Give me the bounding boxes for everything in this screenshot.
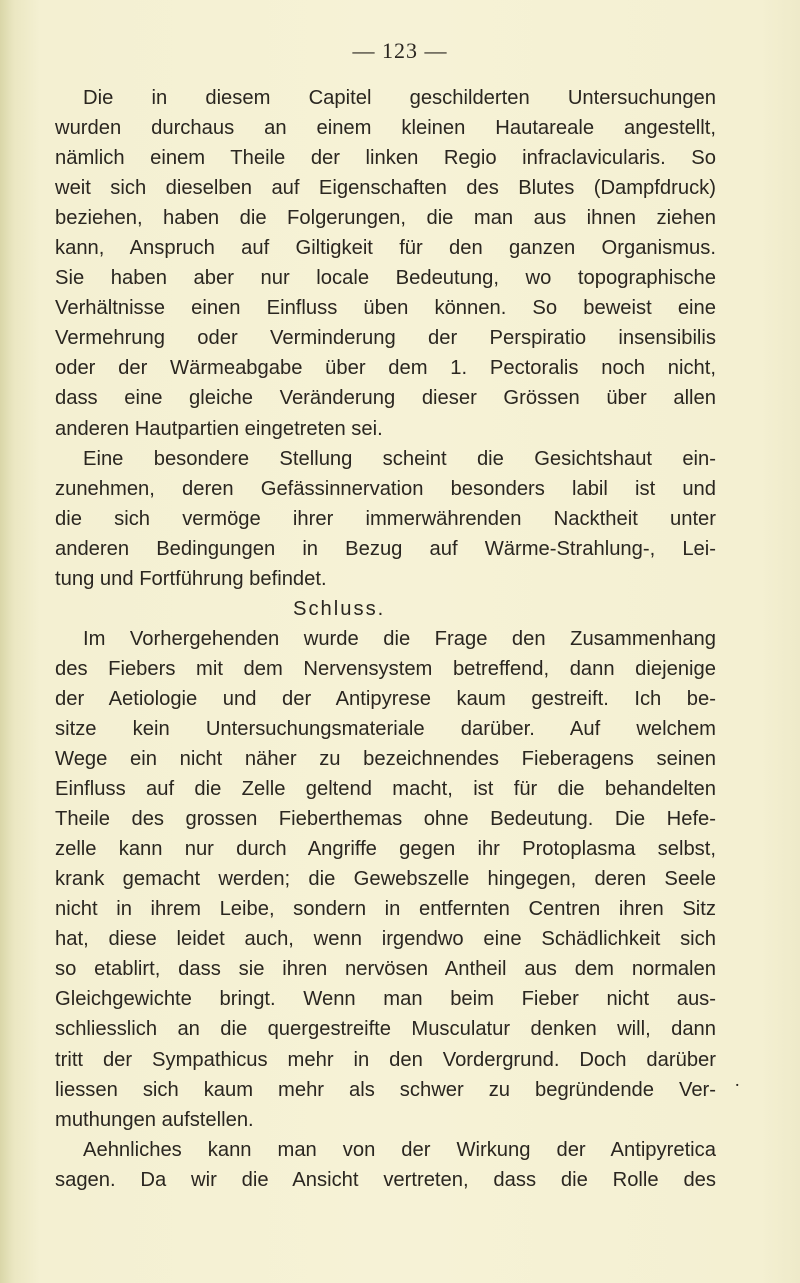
text-line: Im Vorhergehenden wurde die Frage den Zusammenhang [83, 627, 716, 650]
text-line: Eine besondere Stellung scheint die Gesichtshaut ein- [83, 447, 716, 470]
text-line: Wege ein nicht näher zu bezeichnendes Fieberagens seinen [55, 748, 716, 771]
text-line: dass eine gleiche Veränderung dieser Grössen über allen [55, 387, 716, 410]
text-line: zunehmen, deren Gefässinnervation besonders labil ist und [55, 477, 716, 500]
body-text [55, 83, 716, 1195]
text-line: liessen sich kaum mehr als schwer zu begründende Ver- [55, 1078, 716, 1101]
text-line: oder der Wärmeabgabe über dem 1. Pectoralis noch nicht, [55, 357, 716, 380]
text-line: schliesslich an die quergestreifte Musculatur denken will, dann [55, 1018, 716, 1041]
text-line: hat, diese leidet auch, wenn irgendwo eine Schädlichkeit sich [55, 928, 716, 951]
text-line: sagen. Da wir die Ansicht vertreten, dass die Rolle des [55, 1168, 716, 1191]
text-line: Gleichgewichte bringt. Wenn man beim Fieber nicht aus- [55, 988, 716, 1011]
text-line: beziehen, haben die Folgerungen, die man aus ihnen ziehen [55, 207, 716, 230]
text-line: der Aetiologie und der Antipyrese kaum gestreift. Ich be- [55, 687, 716, 710]
text-line: des Fiebers mit dem Nervensystem betreffend, dann diejenige [55, 657, 716, 680]
text-line: Theile des grossen Fieberthemas ohne Bedeutung. Die Hefe- [55, 808, 716, 831]
text-line: Einfluss auf die Zelle geltend macht, ist für die behandelten [55, 778, 716, 801]
text-line: krank gemacht werden; die Gewebszelle hingegen, deren Seele [55, 868, 716, 891]
text-line: Vermehrung oder Verminderung der Perspiratio insensibilis [55, 327, 716, 350]
text-line: Sie haben aber nur locale Bedeutung, wo topographische [55, 267, 716, 290]
page-number: — 123 — [352, 38, 448, 63]
text-line: nicht in ihrem Leibe, sondern in entfernten Centren ihren Sitz [55, 898, 716, 921]
text-line: Verhältnisse einen Einfluss üben können. So beweist eine [55, 297, 716, 320]
text-line: zelle kann nur durch Angriffe gegen ihr Protoplasma selbst, [55, 838, 716, 861]
text-line: muthungen aufstellen. [55, 1108, 254, 1131]
text-line: sitze kein Untersuchungsmateriale darüber. Auf welchem [55, 717, 716, 740]
text-line: wurden durchaus an einem kleinen Hautareale angestellt, [55, 117, 716, 140]
text-line: Die in diesem Capitel geschilderten Untersuchungen [83, 87, 716, 109]
text-line: tritt der Sympathicus mehr in den Vordergrund. Doch darüber [55, 1048, 716, 1071]
text-line: anderen Bedingungen in Bezug auf Wärme-Strahlung-, Lei- [55, 537, 716, 560]
text-line: tung und Fortführung befindet. [55, 567, 327, 590]
text-line: weit sich dieselben auf Eigenschaften des Blutes (Dampfdruck) [55, 177, 716, 200]
text-line: Aehnliches kann man von der Wirkung der Antipyretica [83, 1138, 716, 1161]
text-line: die sich vermöge ihrer immerwährenden Nacktheit unter [55, 507, 716, 530]
text-line: nämlich einem Theile der linken Regio infraclavicularis. So [55, 147, 716, 170]
margin-mark: . [735, 1070, 740, 1090]
text-line: anderen Hautpartien eingetreten sei. [55, 417, 383, 440]
section-heading: Schluss. [293, 597, 386, 620]
text-line: so etablirt, dass sie ihren nervösen Antheil aus dem normalen [55, 958, 716, 981]
text-line: kann, Anspruch auf Giltigkeit für den ganzen Organismus. [55, 237, 716, 260]
